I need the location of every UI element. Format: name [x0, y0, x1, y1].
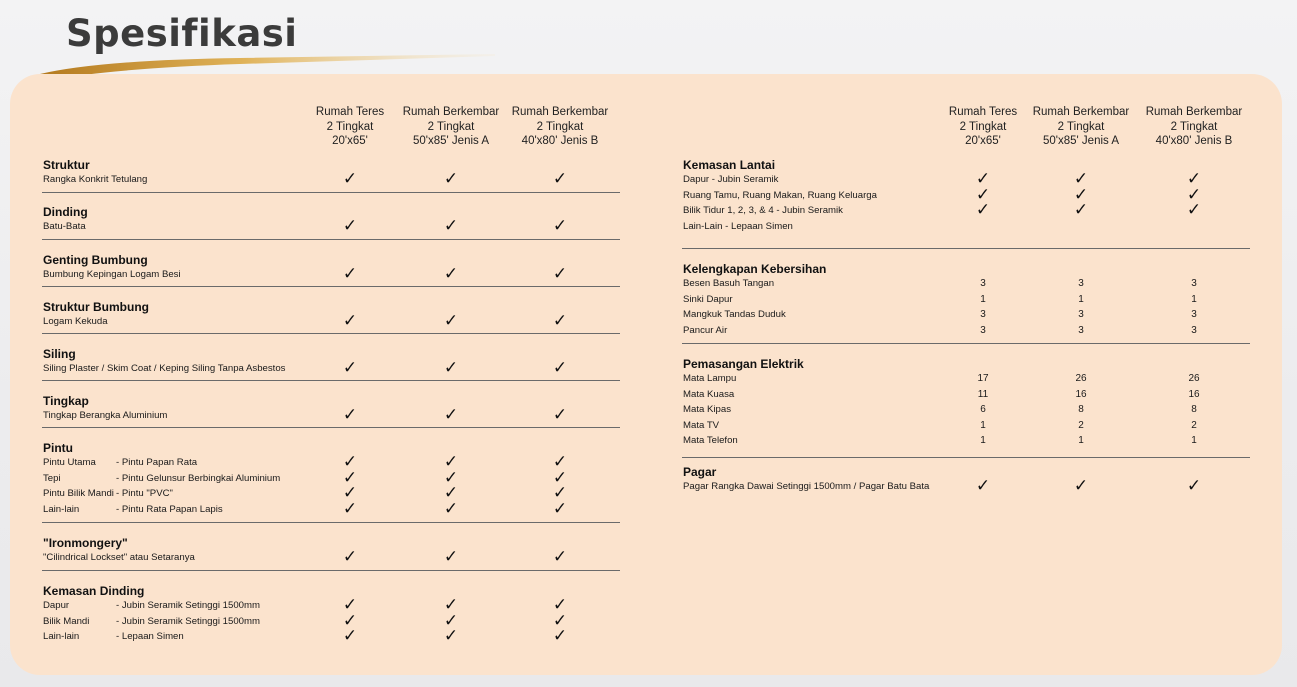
quantity-value: 1	[980, 435, 986, 446]
section-divider	[682, 248, 1250, 249]
spec-row-detail: - Jubin Seramik Setinggi 1500mm	[116, 600, 260, 611]
checkmark-icon: ✓	[552, 358, 568, 378]
column-header-line: Rumah Berkembar	[1145, 106, 1243, 118]
spec-row-label: Bilik Mandi	[43, 615, 90, 627]
column-header-line: 2 Tingkat	[536, 120, 584, 133]
spec-row-label: Batu-Bata	[43, 221, 86, 232]
spec-row-label: Sinki Dapur	[683, 293, 733, 305]
spec-row-label: Pintu Bilik Mandi	[43, 488, 114, 499]
section-title: Siling	[43, 347, 76, 361]
spec-row-label: Logam Kekuda	[43, 316, 108, 327]
section-divider	[42, 239, 620, 240]
column-header-line: 2 Tingkat	[1057, 120, 1105, 133]
spec-row-detail: - Pintu "PVC"	[116, 488, 173, 499]
checkmark-icon: ✓	[342, 264, 358, 284]
quantity-value: 3	[980, 309, 986, 320]
spec-row-label: Dapur - Jubin Seramik	[683, 174, 779, 185]
quantity-value: 11	[977, 388, 989, 400]
quantity-value: 17	[977, 373, 989, 384]
page-title: Spesifikasi	[66, 12, 298, 55]
quantity-value: 26	[1075, 373, 1087, 384]
checkmark-icon: ✓	[552, 498, 568, 519]
column-header-line: Rumah Berkembar	[402, 106, 500, 118]
spec-row	[43, 361, 285, 377]
checkmark-icon: ✓	[342, 216, 358, 236]
section-title: "Ironmongery"	[43, 536, 128, 550]
spec-row-label: Ruang Tamu, Ruang Makan, Ruang Keluarga	[683, 189, 877, 201]
checkmark-icon: ✓	[552, 169, 568, 189]
spec-row	[43, 455, 280, 471]
checkmark-icon: ✓	[443, 216, 459, 236]
section-title: Kelengkapan Kebersihan	[683, 262, 827, 276]
checkmark-icon: ✓	[1073, 476, 1089, 496]
quantity-value: 16	[1188, 388, 1200, 400]
left-column-header-2	[391, 105, 511, 149]
spec-row-label: Bumbung Kepingan Logam Besi	[43, 269, 181, 280]
checkmark-icon: ✓	[552, 626, 568, 646]
left-section	[43, 205, 88, 235]
checkmark-icon: ✓	[342, 452, 358, 472]
checkmark-icon: ✓	[1186, 184, 1202, 205]
spec-row-detail: - Lepaan Simen	[116, 631, 184, 642]
checkmark-icon: ✓	[443, 610, 459, 631]
checkmark-icon: ✓	[443, 483, 459, 503]
column-header-line: 2 Tingkat	[427, 120, 475, 133]
column-header-line: 40'x80' Jenis B	[1155, 135, 1233, 147]
spec-row	[683, 323, 826, 339]
checkmark-icon: ✓	[342, 595, 358, 615]
section-title: Pagar	[683, 465, 717, 479]
right-section	[683, 465, 929, 495]
spec-row-detail: - Pintu Rata Papan Lapis	[116, 503, 223, 515]
checkmark-icon: ✓	[975, 169, 991, 189]
checkmark-icon: ✓	[443, 467, 459, 488]
checkmark-icon: ✓	[552, 405, 568, 425]
quantity-value: 3	[1078, 309, 1084, 320]
checkmark-icon: ✓	[443, 595, 459, 615]
section-divider	[42, 380, 620, 381]
spec-row	[683, 402, 804, 418]
spec-row-label: Mata Kipas	[683, 404, 731, 415]
checkmark-icon: ✓	[552, 595, 568, 615]
spec-row-label: "Cilindrical Lockset" atau Setaranya	[43, 552, 195, 563]
spec-row	[683, 203, 877, 219]
column-header-line: 2 Tingkat	[1170, 120, 1218, 133]
spec-row-label: Bilik Tidur 1, 2, 3, & 4 - Jubin Seramik	[683, 205, 843, 216]
column-header-line: Rumah Teres	[315, 106, 385, 118]
spec-row-label: Lain-lain	[43, 503, 80, 515]
section-title: Tingkap	[43, 394, 89, 408]
checkmark-icon: ✓	[1186, 476, 1202, 496]
spec-row-label: Pagar Rangka Dawai Setinggi 1500mm / Pagar Batu Bata	[683, 481, 930, 492]
left-section	[43, 347, 285, 377]
section-divider	[42, 192, 620, 193]
section-title: Kemasan Lantai	[683, 158, 776, 172]
spec-row	[43, 408, 167, 424]
section-title: Kemasan Dinding	[43, 584, 145, 598]
section-title: Pemasangan Elektrik	[683, 357, 804, 371]
spec-row-label: Dapur	[43, 600, 70, 611]
left-section	[43, 158, 147, 188]
checkmark-icon: ✓	[443, 405, 459, 425]
checkmark-icon: ✓	[552, 610, 568, 631]
spec-row	[43, 486, 280, 502]
checkmark-icon: ✓	[342, 405, 358, 425]
spec-row	[683, 292, 826, 308]
spec-row-label: Mangkuk Tandas Duduk	[683, 309, 786, 320]
quantity-value: 3	[1078, 324, 1084, 336]
section-divider	[682, 457, 1250, 458]
section-divider	[42, 333, 620, 334]
spec-row	[683, 307, 826, 323]
spec-row	[43, 550, 195, 566]
checkmark-icon: ✓	[443, 358, 459, 378]
spec-row-label: Siling Plaster / Skim Coat / Keping Siling Tanpa Asbestos	[43, 363, 286, 374]
checkmark-icon: ✓	[342, 610, 358, 631]
section-divider	[42, 522, 620, 523]
section-title: Struktur Bumbung	[43, 300, 149, 314]
checkmark-icon: ✓	[342, 169, 358, 189]
spec-row-label: Besen Basuh Tangan	[683, 278, 775, 289]
spec-row-label: Rangka Konkrit Tetulang	[43, 174, 148, 185]
spec-row-detail: - Pintu Papan Rata	[116, 457, 198, 468]
quantity-value: 2	[1191, 419, 1197, 431]
spec-row	[43, 502, 280, 518]
checkmark-icon: ✓	[1073, 169, 1089, 189]
quantity-value: 1	[980, 293, 986, 305]
checkmark-icon: ✓	[1186, 169, 1202, 189]
column-header-line: 20'x65'	[332, 135, 368, 147]
column-header-line: Rumah Berkembar	[511, 106, 609, 118]
column-header-line: 50'x85' Jenis A	[1043, 135, 1119, 147]
checkmark-icon: ✓	[443, 498, 459, 519]
quantity-value: 3	[1191, 309, 1197, 320]
left-column-header-3	[500, 105, 620, 149]
spec-row	[43, 629, 260, 645]
checkmark-icon: ✓	[342, 483, 358, 503]
checkmark-icon: ✓	[552, 216, 568, 236]
column-header-line: Rumah Teres	[948, 106, 1018, 118]
right-section	[683, 262, 826, 338]
section-divider	[42, 570, 620, 571]
quantity-value: 2	[1078, 419, 1084, 431]
checkmark-icon: ✓	[1186, 200, 1202, 220]
spec-row-label: Mata TV	[683, 419, 720, 431]
left-section	[43, 253, 181, 283]
checkmark-icon: ✓	[552, 311, 568, 331]
spec-row-label: Lain-lain	[43, 631, 80, 642]
checkmark-icon: ✓	[342, 358, 358, 378]
left-section	[43, 536, 195, 566]
checkmark-icon: ✓	[975, 476, 991, 496]
left-section	[43, 584, 260, 645]
spec-row	[683, 433, 804, 449]
checkmark-icon: ✓	[1073, 184, 1089, 205]
right-column-header-2	[1021, 105, 1141, 149]
quantity-value: 3	[980, 324, 986, 336]
spec-row	[683, 276, 826, 292]
quantity-value: 16	[1075, 388, 1087, 400]
section-title: Dinding	[43, 205, 88, 219]
column-header-line: 2 Tingkat	[326, 120, 374, 133]
spec-row	[683, 387, 804, 403]
column-header-line: Rumah Berkembar	[1032, 106, 1130, 118]
quantity-value: 3	[1078, 278, 1084, 289]
quantity-value: 8	[1078, 404, 1084, 415]
checkmark-icon: ✓	[975, 200, 991, 220]
quantity-value: 1	[980, 419, 986, 431]
checkmark-icon: ✓	[443, 169, 459, 189]
section-title: Pintu	[43, 441, 73, 455]
spec-row	[43, 614, 260, 630]
spec-row-label: Tingkap Berangka Aluminium	[43, 410, 168, 421]
spec-row	[683, 219, 877, 235]
spec-row-label: Mata Lampu	[683, 373, 737, 384]
column-header-line: 20'x65'	[965, 135, 1001, 147]
left-section	[43, 441, 280, 517]
spec-row	[683, 188, 877, 204]
checkmark-icon: ✓	[552, 452, 568, 472]
checkmark-icon: ✓	[552, 264, 568, 284]
checkmark-icon: ✓	[443, 452, 459, 472]
checkmark-icon: ✓	[975, 184, 991, 205]
column-header-line: 40'x80' Jenis B	[521, 135, 599, 147]
checkmark-icon: ✓	[1073, 200, 1089, 220]
checkmark-icon: ✓	[443, 311, 459, 331]
column-header-line: 2 Tingkat	[959, 120, 1007, 133]
spec-row	[43, 267, 181, 283]
section-title: Genting Bumbung	[43, 253, 148, 267]
checkmark-icon: ✓	[342, 498, 358, 519]
checkmark-icon: ✓	[342, 626, 358, 646]
spec-row-label: Pintu Utama	[43, 457, 96, 468]
section-divider	[42, 286, 620, 287]
column-header-line: 50'x85' Jenis A	[413, 135, 489, 147]
right-column-header-3	[1134, 105, 1254, 149]
quantity-value: 1	[1078, 293, 1084, 305]
spec-row	[683, 418, 804, 434]
spec-row-label: Pancur Air	[683, 324, 728, 336]
spec-row	[43, 219, 88, 235]
quantity-value: 1	[1078, 435, 1084, 446]
left-section	[43, 300, 149, 330]
quantity-value: 26	[1188, 373, 1200, 384]
spec-row-label: Mata Kuasa	[683, 388, 735, 400]
checkmark-icon: ✓	[342, 467, 358, 488]
checkmark-icon: ✓	[342, 311, 358, 331]
specifications-panel	[10, 74, 1282, 675]
spec-row-label: Lain-Lain - Lepaan Simen	[683, 220, 793, 232]
spec-row	[43, 598, 260, 614]
section-divider	[682, 343, 1250, 344]
quantity-value: 3	[1191, 324, 1197, 336]
section-title: Struktur	[43, 158, 90, 172]
quantity-value: 6	[980, 404, 986, 415]
left-section	[43, 394, 167, 424]
checkmark-icon: ✓	[552, 547, 568, 567]
spec-row-detail: - Jubin Seramik Setinggi 1500mm	[116, 615, 260, 627]
spec-row	[43, 471, 280, 487]
spec-row	[43, 314, 149, 330]
right-section	[683, 158, 877, 234]
checkmark-icon: ✓	[552, 467, 568, 488]
quantity-value: 8	[1191, 404, 1197, 415]
checkmark-icon: ✓	[443, 264, 459, 284]
quantity-value: 1	[1191, 293, 1197, 305]
checkmark-icon: ✓	[552, 483, 568, 503]
section-divider	[42, 427, 620, 428]
spec-row	[683, 172, 877, 188]
quantity-value: 1	[1191, 435, 1197, 446]
spec-row	[683, 479, 929, 495]
spec-row	[683, 371, 804, 387]
quantity-value: 3	[980, 278, 986, 289]
checkmark-icon: ✓	[443, 626, 459, 646]
checkmark-icon: ✓	[443, 547, 459, 567]
spec-row	[43, 172, 147, 188]
quantity-value: 3	[1191, 278, 1197, 289]
spec-row-detail: - Pintu Gelunsur Berbingkai Aluminium	[116, 472, 281, 484]
checkmark-icon: ✓	[342, 547, 358, 567]
spec-row-label: Mata Telefon	[683, 435, 738, 446]
right-section	[683, 357, 804, 449]
spec-row-label: Tepi	[43, 472, 61, 484]
